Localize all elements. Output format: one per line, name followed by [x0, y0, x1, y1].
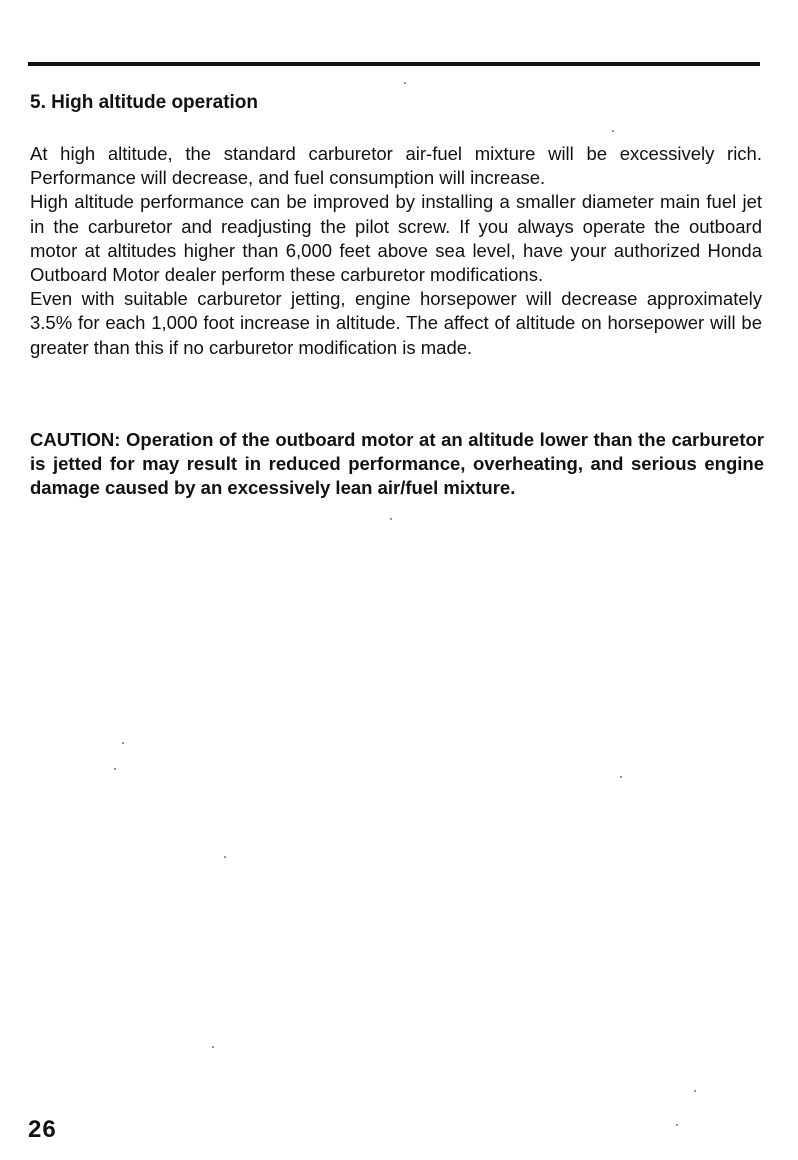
paragraph-horsepower-decrease: Even with suitable carburetor jetting, engine horsepower will decrease approximately 3.5% for each 1,000 foot increase in altitude. The affect of altitude on horsepower will be greater than this if no carburetor modification is made. — [30, 288, 762, 358]
scan-speck — [676, 1124, 678, 1126]
section-title: 5. High altitude operation — [30, 92, 259, 113]
body-text — [30, 142, 762, 360]
scan-speck — [612, 130, 614, 132]
page-number: 26 — [28, 1116, 57, 1143]
caution-notice — [30, 428, 764, 500]
scan-speck — [212, 1046, 214, 1048]
caution-text: CAUTION: Operation of the outboard motor at an altitude lower than the carburetor is jetted for may result in reduced performance, overheating, and serious engine damage caused by an excessively lean air/fuel mixture. — [30, 429, 764, 498]
scan-speck — [224, 856, 226, 858]
scan-speck — [404, 82, 406, 84]
scan-speck — [114, 768, 116, 770]
scan-speck — [390, 518, 392, 520]
scan-speck — [620, 776, 622, 778]
paragraph-performance-improvement: High altitude performance can be improved by installing a smaller diameter main fuel jet in the carburetor and readjusting the pilot screw. If you always operate the outboard motor at altitudes higher than 6,000 feet above sea level, have your authorized Honda Outboard Motor dealer perform these carburetor modifications. — [30, 191, 762, 286]
paragraph-rich-mixture: At high altitude, the standard carburetor air-fuel mixture will be excessively rich. Performance will decrease, and fuel consumption will increase. — [30, 143, 762, 189]
scan-speck — [694, 1090, 696, 1092]
top-rule — [28, 62, 760, 66]
scan-speck — [122, 742, 124, 744]
